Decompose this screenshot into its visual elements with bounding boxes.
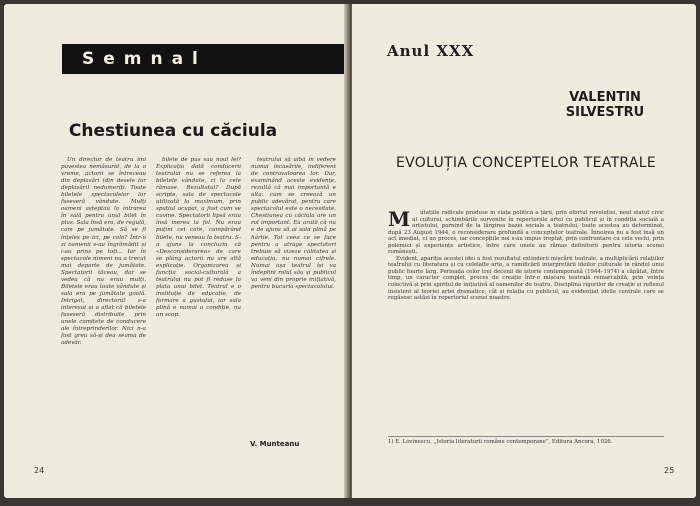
article-column: [156, 157, 241, 447]
article-author: [540, 90, 670, 120]
rubric-banner: Semnal: [62, 44, 348, 74]
page-number-right: 25: [664, 466, 675, 475]
page-number-left: 24: [34, 466, 45, 475]
article-column: [61, 157, 146, 447]
article-title-right: EVOLUȚIA CONCEPTELOR TEATRALE: [396, 155, 657, 171]
article-column: [251, 157, 336, 447]
author-last-name: SILVESTRU: [565, 105, 645, 120]
right-page: [352, 4, 696, 498]
article-title: Chestiunea cu căciula: [68, 121, 278, 141]
body-paragraph: Evident, apariția acestei idei a fost rezultatul extinderii mișcării teatrale, a multiplicării relațiilor teatrului cu literatura și cu celelalte arte, a ramificării interpretării ideilor culturale în rândul unui public foarte larg. Perioada celor trei decenii de istorie contemporană (1944–1974) a căpătat, între timp, un caracter complet, proces de creație într-o mișcare teatrală remarcabilă, prin voința colectivă și prin spiritul de inițiativă al oamenilor de teatru. Disciplina rigorilor de creație și reflexul insistent al teoriei artei dramatice, cât și relația cu publicul, au evidențiat ideile centrale care se regăsesc astăzi în repertoriul scenei noastre.: [388, 255, 664, 302]
drop-cap: M: [388, 210, 411, 231]
column-text: bilete de pus sau noul lei? Explicația dată conducerii teatrului nu se referea la biletele vândute, ci la cele rămase. Rezultatul? După scripte, sala de spectacole utilizată la maximum, prin spațiul ocupat, a fost cum se cuvine. Spectatorii lipsă erau însă mereu la fel. Nu erau puțini cei care, cumpărând bilete, nu veneau la teatru. S-a ajuns la concluzia că «Desconsiderarea» de care se plâng actorii nu are altă explicație. Organizarea și funcția social-culturală a teatrului nu pot fi reduse la plata unui bilet. Teatrul e o instituție de educație, de formare a gustului, iar sala plină e numai o condiție, nu un scop.: [156, 157, 241, 319]
column-text: Un director de teatru îmi povestea nemăsurat, de la o vreme, actorii se întreceau din deplasări (din desele lor deplasări) nedumeriți. Toate biletele spectacolelor lor fuseseră vândute. Mulți oameni așteptau la intrarea în sală pentru unul bilet în plus. Sala însă era, de regulă, cam pe jumătate. Să se fi înțeles pe ici, pe colo? Într-o zi oamenii s-au îngrămădit și i-au prins pe toți... Iar în spectacole nimeni nu a trecut mai departe de jumătate. Spectatorii tăceau, dar se vedea că nu erau mulți. Biletele erau toate vândute și sala era pe jumătate goală. Intrigat, directorul s-a interesat și a aflat că biletele fuseseră distribuite prin unele comitete de conducere ale întreprinderilor. Nici n-a fost greu să-și dea seama de adevăr.: [61, 157, 146, 347]
author-signature: V. Munteanu: [250, 440, 300, 448]
author-first-name: VALENTIN: [569, 90, 641, 105]
body-paragraph: utațiile radicale produse în viața politică a țării, prin efortul revoluției, noul statut civic al cultural, schimbările survenite în repertoriile artei cu publicul și în condiția socială a artistului, pornind de la lărgirea bazei sociale a teatrului, toate acestea au determinat, după 23 August 1944, o reconsiderare profundă a conceptelor teatrale. Înnoirea nu a fost însă un act imediat, ci un proces, iar concepțiile noi s-au impus treptat, prin confruntare cu cele vechi, prin polemici și experiențe artistice, între care unele au rămas definitorii pentru istoria scenei românești.: [388, 210, 664, 256]
article-columns: [61, 157, 336, 447]
column-text: teatrului să aibă în vedere numai încasările, indiferent de contravaloarea lor. Dar, examinând aceste evidențe, rezultă că mai importantă e alta: cum se creează un public adevărat, pentru care spectacolul este o necesitate. Chestiunea cu căciula are un rol important. Ea arată că nu e de ajuns să ai sala plină pe hârtie. Tot ceea ce se face pentru a atrage spectatori trebuie să vizeze calitatea și educația, nu numai cifrele. Numai așa teatrul își va îndeplini rolul său și publicul va veni din proprie inițiativă, pentru bucuria spectacolului.: [251, 157, 336, 290]
article-body: [388, 210, 664, 426]
issue-header: Anul XXX: [387, 42, 475, 60]
left-page: [4, 4, 348, 498]
footnote: 1) E. Lovinescu, „Istoria literaturii române contemporane”, Editura Ancora, 1926.: [388, 436, 664, 445]
